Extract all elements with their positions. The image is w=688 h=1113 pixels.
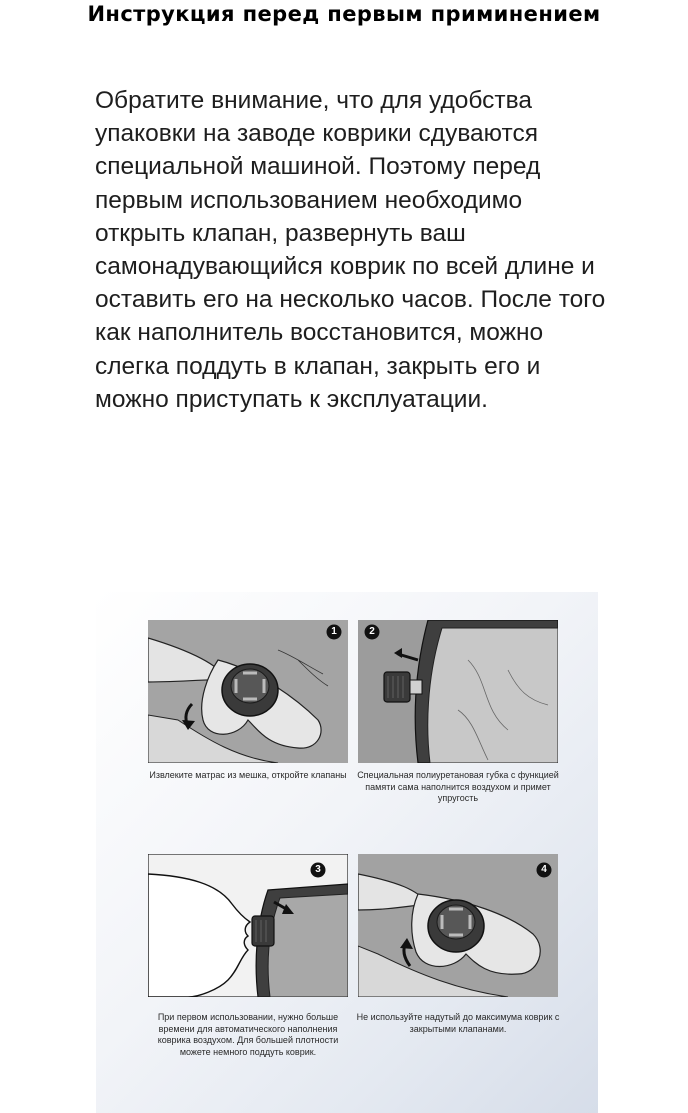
step-1-panel xyxy=(148,620,348,763)
step-4-number: 4 xyxy=(541,864,547,875)
step-3-panel xyxy=(148,854,348,997)
intro-paragraph: Обратите внимание, что для удобства упаковки на заводе коврики сдуваются специальной машиной. Поэтому перед первым использованием необходимо открыть клапан, развернуть ваш самонадувающийся коврик по всей длине и оставить его на несколько часов. После того как наполнитель восстановится, можно слегка поддуть в клапан, закрыть его и можно приступать к эксплуатации. xyxy=(95,87,606,413)
step-1-illustration xyxy=(148,620,348,763)
step-4-panel xyxy=(358,854,558,997)
step-4-illustration xyxy=(358,854,558,997)
step-1-number: 1 xyxy=(331,626,337,637)
step-2-number: 2 xyxy=(369,626,375,637)
step-1-caption: Извлеките матрас из мешка, откройте клапаны xyxy=(149,770,347,780)
instruction-figure xyxy=(96,592,598,1113)
step-3-caption: При первом использовании, нужно больше времени для автоматического наполнения коврика воздухом. Для большей плотности можете немного поддуть коврик. xyxy=(157,1012,339,1057)
step-2-panel xyxy=(358,620,558,763)
step-2-illustration xyxy=(358,620,558,763)
step-3-number: 3 xyxy=(315,864,321,875)
step-2-caption: Специальная полиуретановая губка с функцией памяти сама наполнится воздухом и примет упругость xyxy=(357,770,559,803)
step-4-caption: Не используйте надутый до максимума коврик с закрытыми клапанами. xyxy=(356,1012,560,1034)
page-title: Инструкция перед первым приминением xyxy=(87,2,601,26)
